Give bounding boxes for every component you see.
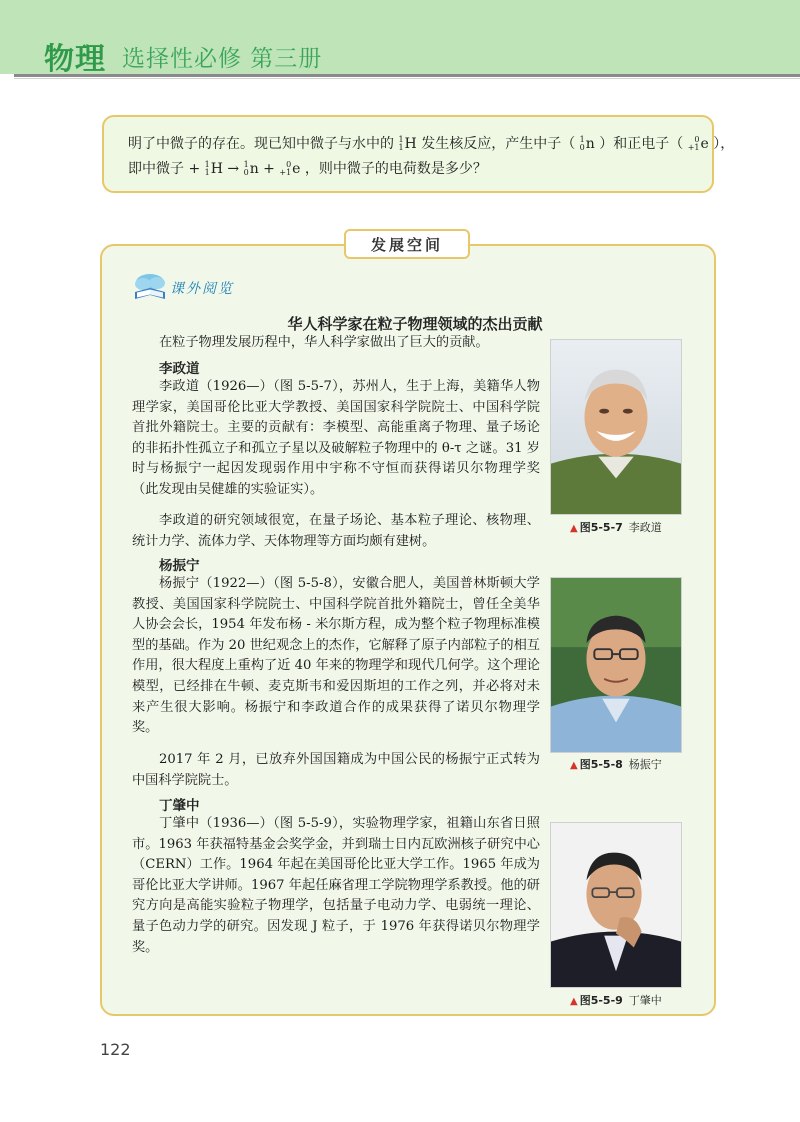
figure-caption: ▲ 图5-5-7 李政道	[570, 521, 662, 534]
question-line-2	[128, 158, 487, 178]
question-box	[102, 115, 714, 193]
header-divider-thin	[14, 78, 800, 79]
portrait-photo-ding	[550, 822, 682, 988]
header-book-title: 选择性必修 第三册	[122, 46, 323, 72]
portrait-photo-yang	[550, 577, 682, 753]
hydrogen-nuclide: 1 1 H	[398, 135, 417, 152]
caption-marker-icon: ▲	[570, 996, 578, 1007]
question-line-1	[128, 133, 734, 153]
page-number: 122	[100, 1040, 131, 1059]
section-heading-yang: 杨振宁	[159, 558, 200, 574]
question-text: ），	[713, 136, 735, 152]
yang-paragraph-2: 2017 年 2 月，已放弃外国国籍成为中国公民的杨振宁正式转为中国科学院院士。	[132, 752, 540, 788]
header-divider	[14, 74, 800, 77]
neutron-nuclide: 1 0 n	[579, 135, 595, 152]
equation-text: 即中微子 +	[128, 161, 201, 177]
portrait-photo-li	[550, 339, 682, 515]
li-paragraph-2: 李政道的研究领域很宽，在量子场论、基本粒子理论、核物理、统计力学、流体力学、天体物理等方面均颇有建树。	[132, 513, 540, 549]
book-icon	[132, 272, 168, 302]
question-text: ，则中微子的电荷数是多少？	[304, 161, 487, 177]
question-text: ）和正电子（	[599, 136, 684, 152]
development-tab: 发展空间	[344, 229, 470, 259]
question-text: 明了中微子的存在。现已知中微子与水中的	[128, 136, 394, 152]
section-label: 课外阅览	[170, 281, 234, 297]
positron-nuclide: 0 +1 e	[279, 160, 301, 177]
positron-nuclide: 0 +1 e	[687, 135, 709, 152]
ding-paragraph-1: 丁肇中（1936—）（图 5-5-9），实验物理学家，祖籍山东省日照市。1963 年获福特基金会奖学金，并到瑞士日内瓦欧洲核子研究中心（CERN）工作。1964 年起在美国哥伦比亚大学工作。1965 年成为哥伦比亚大学讲师。1967 年起任麻省理工学院物理学系教授。他的研究方向是高能实验粒子物理学，包括量子电动力学、电弱统一理论、量子色动力学的研究。因发现 J 粒子，于 1976 年获得诺贝尔物理学奖。	[132, 816, 540, 955]
question-text: 发生核反应，产生中子（	[421, 136, 576, 152]
article-title: 华人科学家在粒子物理领域的杰出贡献	[287, 315, 543, 333]
figure-caption: ▲ 图5-5-9 丁肇中	[570, 994, 662, 1007]
caption-marker-icon: ▲	[570, 760, 578, 771]
neutron-nuclide: 1 0 n	[243, 160, 259, 177]
hydrogen-nuclide: 1 1 H	[204, 160, 223, 177]
section-heading-ding: 丁肇中	[159, 798, 200, 814]
header-band	[0, 0, 800, 74]
yang-paragraph-1: 杨振宁（1922—）（图 5-5-8），安徽合肥人，美国普林斯顿大学教授、美国国家科学院院士、中国科学院首批外籍院士，曾任全美华人协会会长，1954 年发布杨 - 米尔斯方程，成为整个粒子物理标准模型的基础。作为 20 世纪观念上的杰作，它解释了原子内部粒子的相互作用，很大程度上重构了近 40 年来的物理学和现代几何学。这个理论模型，已经排在牛顿、麦克斯韦和爱因斯坦的工作之列，并必将对未来产生很大影响。杨振宁和李政道合作的成果获得了诺贝尔物理学奖。	[132, 576, 540, 736]
intro-paragraph: 在粒子物理发展历程中，华人科学家做出了巨大的贡献。	[159, 335, 489, 350]
header-subject: 物理	[44, 42, 106, 77]
figure-caption: ▲ 图5-5-8 杨振宁	[570, 758, 662, 771]
li-paragraph-1: 李政道（1926—）（图 5-5-7），苏州人，生于上海，美籍华人物理学家，美国哥伦比亚大学教授、美国国家科学院院士、中国科学院首批外籍院士。主要的贡献有：李模型、高能重离子物理、量子场论的非拓扑性孤立子和孤立子星以及破解粒子物理中的 θ-τ 之谜。31 岁时与杨振宁一起因发现弱作用中宇称不守恒而获得诺贝尔物理学奖（此发现由吴健雄的实验证实）。	[132, 379, 540, 497]
plus-sign: +	[263, 161, 275, 177]
reaction-arrow: →	[227, 161, 240, 177]
section-heading-li: 李政道	[159, 361, 200, 377]
caption-marker-icon: ▲	[570, 523, 578, 534]
